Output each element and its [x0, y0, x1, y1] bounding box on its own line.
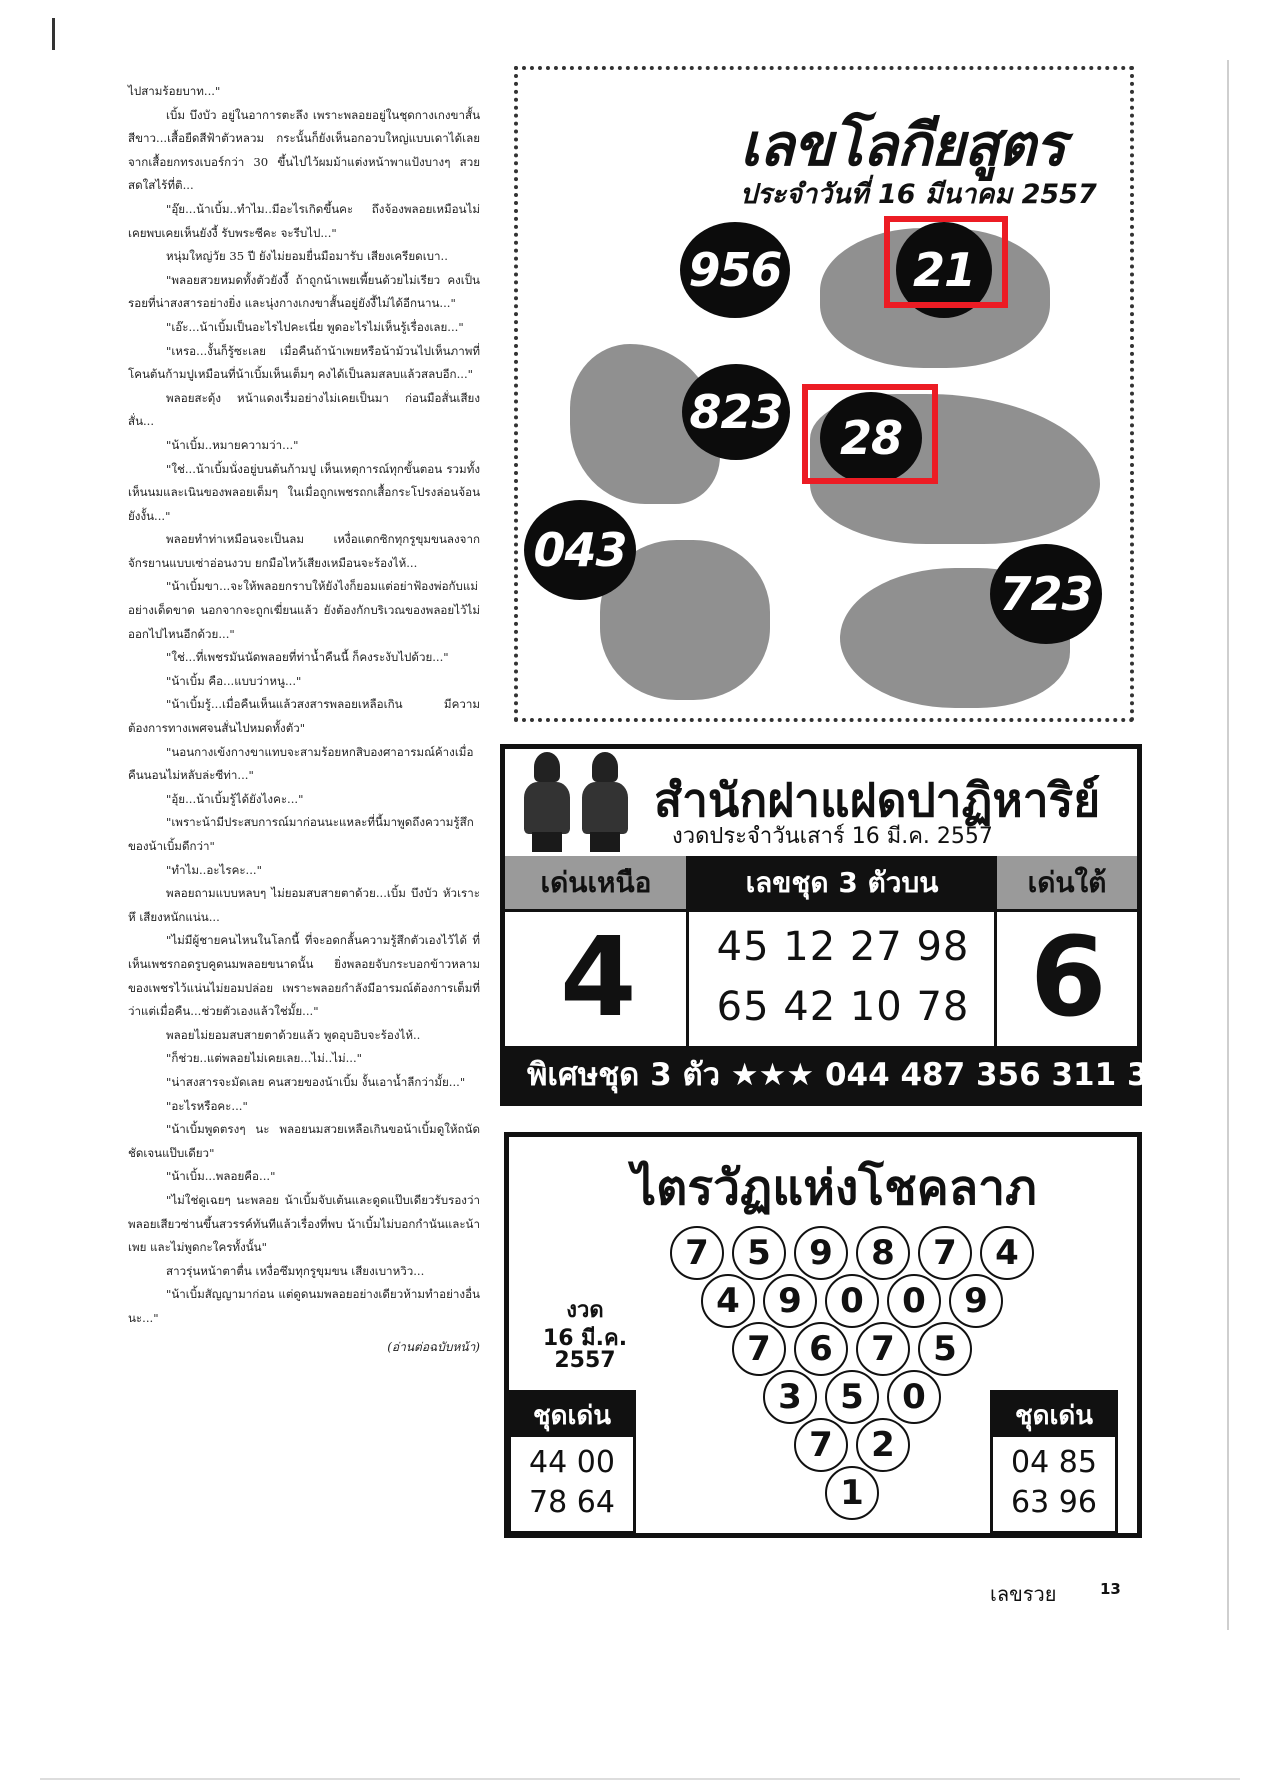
featured-set-line: 04 85 — [1011, 1445, 1097, 1480]
header-underline — [505, 909, 1137, 912]
number-circle: 4 — [980, 1226, 1034, 1280]
number-circle: 1 — [825, 1466, 879, 1520]
story-paragraph: "นอนกางเข้งกางขาแทบจะสามร้อยหกสิบองศาอารมณ์ค้างเมื่อคืนนอนไม่หลับล่ะซีท่า..." — [128, 744, 474, 783]
story-paragraph: เบิ้ม บึงบัว อยู่ในอาการตะลึง เพราะพลอยอยู่ในชุดกางเกงขาสั้นสีขาว...เสื้อยืดสีฟ้าตัวหลวม กระนั้นก็ยังเห็นอกอวบใหญ่แบบเดาได้เลย จากเสื้อยกทรงเบอร์กว่า 30 ขึ้นไปไว้ผมม้าแต่งหน้าพาแป้งบางๆ สวยสดใสไร้ที่ติ... — [128, 107, 480, 193]
number-circle: 5 — [825, 1370, 879, 1424]
story-paragraph: "เอ๊ะ...น้าเบิ้มเป็นอะไรไปคะเนี่ย พูดอะไรไม่เห็นรู้เรื่องเลย..." — [166, 319, 464, 334]
story-paragraph: พลอยทำท่าเหมือนจะเป็นลม เหงื่อแตกซิกทุกรูขุมขนลงจากจักรยานแบบเซ่าอ่อนงวบ ยกมือไหว้เสียงเหมือนจะร้องไห้... — [128, 532, 480, 570]
story-paragraph: "น่าสงสารจะมัดเลย คนสวยของน้าเบิ้ม งั้นเอาน้ำลีกว่ามั้ย..." — [166, 1074, 466, 1089]
story-paragraph: "ใช่...น้าเบิ้มนั่งอยู่บนต้นก้ามปู เห็นเหตุการณ์ทุกขั้นตอน รวมทั้งเห็นนมและเนินของพลอยเต็มๆ ในเมื่อถูกเพชรถกเสื้อกระโปรงล่อนจ้อนยังงั้น..." — [128, 461, 480, 523]
number-circle: 7 — [732, 1322, 786, 1376]
page-edge — [1227, 60, 1229, 1630]
shrine-header-row — [505, 856, 1137, 910]
number-circle: 0 — [887, 1274, 941, 1328]
story-paragraph: "น้าเบิ้ม คือ...แบบว่าหนู..." — [166, 673, 302, 688]
continued-note: (อ่านต่อฉบับหน้า) — [387, 1340, 480, 1355]
number-circle: 5 — [732, 1226, 786, 1280]
column-divider — [686, 856, 689, 1046]
special-set-text: พิเศษชุด 3 ตัว ★★★ 044 487 356 311 377 — [527, 1057, 1192, 1093]
story-paragraph: "ใช่...ที่เพชรมันนัดพลอยที่ท่าน้ำคืนนี้ ก็คงระงับไปด้วย..." — [166, 650, 449, 665]
number-circle: 0 — [887, 1370, 941, 1424]
number-circle: 9 — [949, 1274, 1003, 1328]
draw-label-line: 2557 — [554, 1348, 616, 1373]
story-paragraph: "น้าเบิ้ม...พลอยคือ..." — [166, 1169, 276, 1184]
story-paragraph: พลอยสะดุ้ง หน้าแดงเรื่มอย่างไม่เคยเป็นมา ก่อนมือสั่นเสียงสั่น... — [128, 390, 480, 429]
story-paragraph: หนุ่มใหญ่วัย 35 ปี ยังไม่ยอมยื่นมือมารับ เสียงเครียดเบา.. — [166, 249, 448, 264]
number-circle: 7 — [794, 1418, 848, 1472]
story-paragraph: "น้าเบิ้มพูดตรงๆ นะ พลอยนมสวยเหลือเกินขอน้าเบิ้มดูให้ถนัดชัดเจนแป๊บเดียว" — [128, 1122, 480, 1160]
number-circle: 0 — [825, 1274, 879, 1328]
story-paragraph: "อะไรหรือคะ..." — [166, 1098, 248, 1113]
lucky-formula-title: เลขโลกียสูตร — [740, 111, 1066, 179]
story-paragraph: "ทำไม..อะไรคะ..." — [166, 862, 262, 877]
south-digit: 6 — [1030, 913, 1107, 1041]
story-paragraph: พลอยไม่ยอมสบสายตาด้วยแล้ว พูดอุบอิบจะร้องไห้.. — [166, 1027, 421, 1042]
shrine-title: สำนักฝาแฝดปาฏิหาริย์ — [654, 773, 1101, 827]
shrine-subtitle: งวดประจำวันเสาร์ 16 มี.ค. 2557 — [672, 824, 993, 849]
story-paragraph: "น้าเบิ้มขา...จะให้พลอยกราบให้ยังไงก็ยอมแต่อย่าฟ้องพ่อกับแม่อย่างเด็ดขาด นอกจากจะถูกเฆี่ยนแล้ว ยังต้องกักบริเวณของพลอยไว้ไม่ออกไปไหนอีกด้วย..." — [128, 579, 480, 641]
story-paragraph: "เหรอ...งั้นก็รู้ซะเลย เมื่อคืนถ้าน้าเพยหรือน้าม้วนไปเห็นภาพที่โคนต้นก้ามปูเหมือนที่น้าเบิ้มเห็นเต็มๆ คงได้เป็นลมสลบแล้วสลบอีก..." — [128, 343, 480, 382]
scan-artifact — [52, 18, 55, 50]
story-paragraph: "อุ้ย...น้าเบิ้มรู้ได้ยังไงคะ..." — [166, 791, 304, 806]
story-paragraph: "น้าเบิ้มรู้...เมื่อคืนเห็นแล้วสงสารพลอยเหลือเกิน มีความต้องการทางเพศจนสั่นไปหมดทั้งตัว" — [128, 697, 480, 736]
north-digit: 4 — [560, 913, 637, 1041]
highlight-box-28 — [802, 384, 938, 484]
number-circle: 9 — [794, 1226, 848, 1280]
featured-set-line: 63 96 — [1011, 1485, 1097, 1520]
set-row: 65 42 10 78 — [716, 984, 970, 1030]
page-number: 13 — [1100, 1580, 1121, 1598]
number-circle: 2 — [856, 1418, 910, 1472]
story-paragraph: "ไม่มีผู้ชายคนไหนในโลกนี้ ที่จะอดกลั้นความรู้สึกตัวเองไว้ได้ ที่เห็นเพชรกอดรูบคูดนมพลอยขนาดนั้น ยิ่งพลอยจับกระบอกข้าวหลามของเพชรไว้แน่นไม่ยอมปล่อย เพราะพลอยกำลังมีอารมณ์ต้องการเต็มที่ ว่าแต่เมื่อคืน...ช่วยตัวเองแล้วใช่มั้ย..." — [128, 933, 480, 1019]
story-paragraph: สาวรุ่นหน้าตาตื่น เหงื่อซึมทุกรูขุมขน เสียงเบาหวิว... — [166, 1263, 425, 1278]
set-row: 45 12 27 98 — [716, 924, 970, 970]
featured-set-left — [508, 1390, 636, 1534]
fortune-title: ไตรวัฏแห่งโชคลาภ — [632, 1160, 1037, 1216]
twin-statue-icon-left — [520, 752, 574, 852]
story-paragraph: "ก็ช่วย..แต่พลอยไม่เคยเลย...ไม่..ไม่..." — [166, 1051, 363, 1066]
draw-label-line: งวด — [566, 1298, 604, 1323]
lucky-number-823: 823 — [682, 364, 790, 460]
number-circle: 7 — [918, 1226, 972, 1280]
story-paragraph: "พลอยสวยหมดทั้งตัวยังงี้ ถ้าถูกน้าเพยเพี้ยนด้วยไม่เรียว คงเป็นรอยที่น่าสงสารอย่างยิ่ง และนุ่งกางเกงขาสั้นอยู่ยังงี้ไม่ได้อีกนาน..." — [128, 272, 480, 311]
lucky-formula-date: ประจำวันที่ 16 มีนาคม 2557 — [740, 179, 1097, 210]
highlight-box-21 — [884, 216, 1008, 308]
lucky-number-28: 28 — [820, 392, 922, 484]
header-north: เด่นเหนือ — [505, 856, 687, 910]
featured-set-right — [990, 1390, 1118, 1534]
number-circle: 6 — [794, 1322, 848, 1376]
number-circle: 7 — [670, 1226, 724, 1280]
featured-set-line: 78 64 — [529, 1485, 615, 1520]
number-circle: 7 — [856, 1322, 910, 1376]
featured-set-line: 44 00 — [529, 1445, 615, 1480]
story-paragraph: "อุ๊ย...น้าเบิ้ม..ทำไม..มีอะไรเกิดขึ้นคะ ถึงจ้องพลอยเหมือนไม่เคยพบเคยเห็นยังงี้ รับพระซีคะ จะรีบไป..." — [128, 201, 480, 240]
lucky-number-21: 21 — [896, 222, 992, 318]
number-circle: 3 — [763, 1370, 817, 1424]
header-south: เด่นใต้ — [997, 856, 1137, 910]
lucky-number-723: 723 — [990, 544, 1102, 644]
lucky-number-956: 956 — [680, 222, 790, 318]
twin-statue-icon-right — [578, 752, 632, 852]
featured-set-label: ชุดเด่น — [993, 1393, 1115, 1437]
number-circle: 4 — [701, 1274, 755, 1328]
draw-label-line: 16 มี.ค. — [542, 1326, 628, 1351]
number-circle: 5 — [918, 1322, 972, 1376]
story-column — [128, 80, 480, 1360]
number-circle: 8 — [856, 1226, 910, 1280]
special-set-bar — [505, 1046, 1192, 1102]
page-edge-bottom — [40, 1778, 1240, 1780]
story-paragraph: "น้าเบิ้ม..หมายความว่า..." — [166, 437, 299, 452]
lucky-number-043: 043 — [524, 500, 636, 600]
header-set-3-top: เลขชุด 3 ตัวบน — [687, 856, 997, 910]
number-circle: 9 — [763, 1274, 817, 1328]
featured-set-label: ชุดเด่น — [511, 1393, 633, 1437]
story-paragraph: "ไม่ใช่ดูเฉยๆ นะพลอย น้าเบิ้มจับเต้นและดูดแป๊บเดียวรับรองว่าพลอยเสียวซ่านขึ้นสวรรค์ทันทีแล้วเรื่องที่พบ น้าเบิ้มไม่บอกกำนันและน้าเพย และไม่พูดกะใครทั้งนั้น" — [128, 1192, 480, 1255]
story-paragraph: ไปสามร้อยบาท..." — [128, 84, 221, 98]
story-paragraph: "น้าเบิ้มสัญญามาก่อน แต่ดูดนมพลอยอย่างเดียวห้ามทำอย่างอื่นนะ..." — [128, 1287, 480, 1325]
magazine-name: เลขรวย — [990, 1582, 1057, 1606]
story-paragraph: "เพราะน้ามีประสบการณ์มาก่อนนะแหละที่นี้มาพูดถึงความรู้สึกของน้าเบิ้มดีกว่า" — [128, 815, 474, 853]
story-paragraph: พลอยถามแบบหลบๆ ไม่ยอมสบสายตาด้วย...เบิ้ม บึงบัว หัวเราะหึ เสียงหนักแน่น... — [128, 886, 480, 924]
